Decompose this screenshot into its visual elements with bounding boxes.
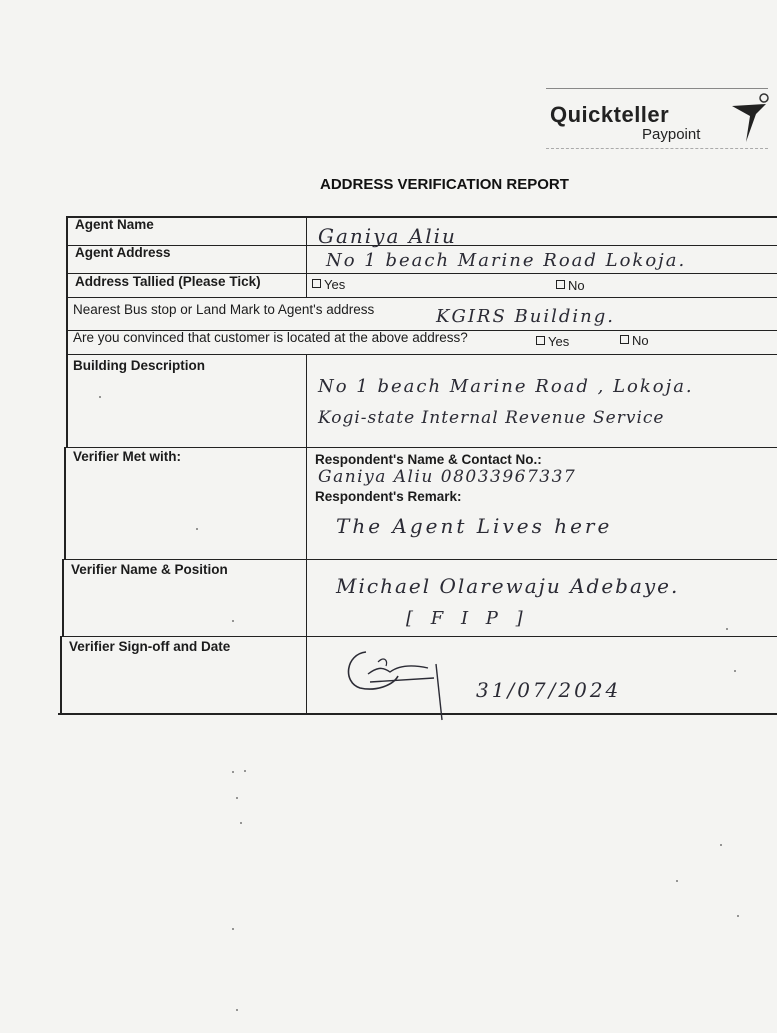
agent-name-label: Agent Name [75, 217, 154, 232]
building-description-label: Building Description [73, 358, 206, 373]
landmark-label: Nearest Bus stop or Land Mark to Agent's address [73, 302, 375, 317]
respondent-remark-label: Respondent's Remark: [315, 489, 462, 504]
convinced-label: Are you convinced that customer is located at the above address? [73, 330, 468, 345]
quickteller-logo [546, 88, 768, 148]
signoff-label: Verifier Sign-off and Date [69, 639, 231, 654]
checkbox-icon [556, 280, 565, 289]
agent-address-label: Agent Address [75, 245, 171, 260]
convinced-no-option[interactable]: No [620, 333, 649, 348]
verifier-name-label: Verifier Name & Position [71, 562, 228, 577]
building-description-line2: Kogi-state Internal Revenue Service [318, 408, 665, 428]
convinced-yes-option[interactable]: Yes [536, 334, 569, 349]
logo-arrow-icon [726, 92, 772, 144]
checkbox-icon [312, 279, 321, 288]
agent-name-value: Ganiya Aliu [318, 224, 457, 248]
checkbox-icon [536, 336, 545, 345]
landmark-value: KGIRS Building. [436, 306, 615, 327]
address-tallied-label: Address Tallied (Please Tick) [75, 274, 261, 289]
verifier-name-value: Michael Olarewaju Adebaye. [336, 574, 680, 598]
building-description-line1: No 1 beach Marine Road , Lokoja. [318, 376, 694, 397]
signoff-date: 31/07/2024 [476, 678, 622, 702]
checkbox-icon [620, 335, 629, 344]
respondent-remark-value: The Agent Lives here [336, 514, 613, 538]
report-title: ADDRESS VERIFICATION REPORT [320, 176, 569, 193]
logo-bottom-rule [546, 148, 768, 149]
signature [338, 642, 458, 722]
verifier-position-value: [ F I P ] [406, 608, 529, 629]
verifier-met-label: Verifier Met with: [73, 449, 182, 464]
address-tallied-yes-option[interactable]: Yes [312, 277, 345, 292]
logo-brand: Quickteller [550, 102, 670, 127]
address-tallied-no-option[interactable]: No [556, 278, 585, 293]
respondent-name-label: Respondent's Name & Contact No.: [315, 452, 542, 467]
logo-product: Paypoint [642, 126, 701, 143]
agent-address-value: No 1 beach Marine Road Lokoja. [326, 250, 687, 271]
respondent-name-value: Ganiya Aliu 08033967337 [318, 467, 577, 487]
